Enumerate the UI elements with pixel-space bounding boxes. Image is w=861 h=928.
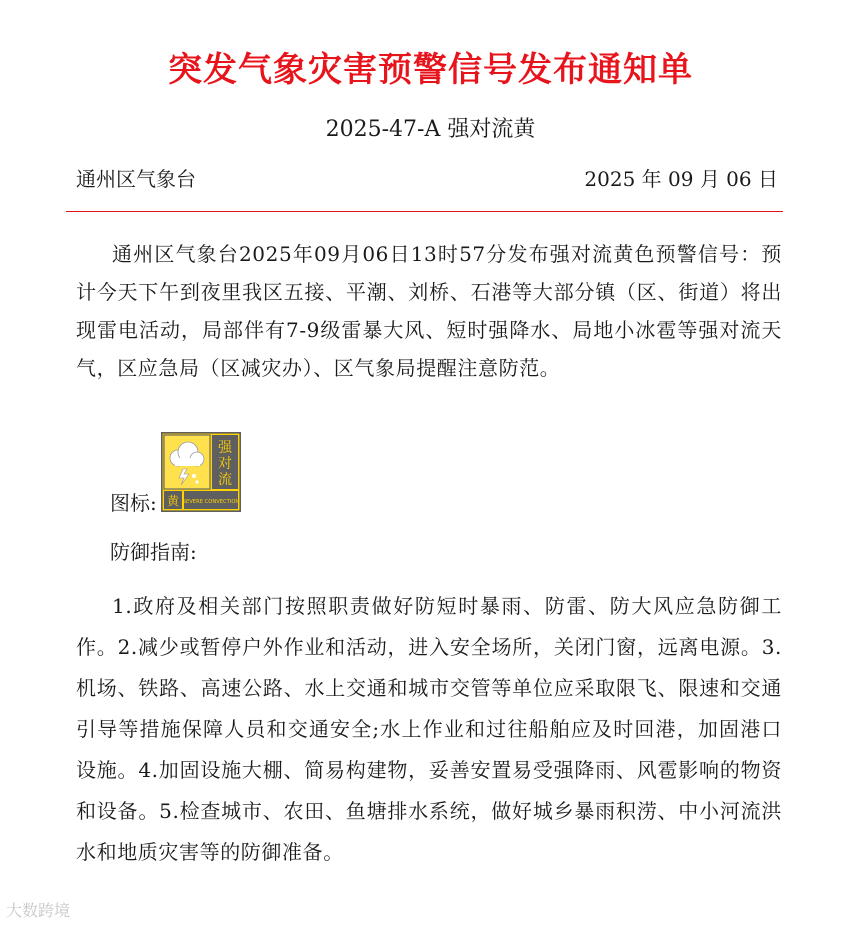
guide-title: 防御指南: <box>110 540 197 564</box>
icon-text-3: 流 <box>217 472 232 488</box>
icon-text-2: 对 <box>217 456 232 472</box>
icon-english-text: SEVERE CONVECTION <box>182 499 240 505</box>
issuer-date-row <box>76 163 778 192</box>
guide-paragraph: 1.政府及相关部门按照职责做好防短时暴雨、防雷、防大风应急防御工作。2.减少或暂停户外作业和活动，进入安全场所，关闭门窗，远离电源。3.机场、铁路、高速公路、水上交通和城市交管等单位应采取限飞、限速和交通引导等措施保障人员和交通安全;水上作业和过往船舶应及时回港，加固港口设施。4.加固设施大棚、简易构建物，妥善安置易受强降雨、风雹影响的物资和设备。5.检查城市、农田、鱼塘排水系统，做好城乡暴雨积涝、中小河流洪水和地质灾害等的防御准备。 <box>76 594 782 864</box>
convective-weather-yellow-warning-icon <box>161 432 241 512</box>
header-divider <box>66 211 783 212</box>
icon-row <box>110 430 241 515</box>
announcement-paragraph: 通州区气象台2025年09月06日13时57分发布强对流黄色预警信号：预计今天下午到夜里我区五接、平潮、刘桥、石港等大部分镇（区、街道）将出现雷电活动，局部伴有7-9级雷暴大风、短时强降水、局地小冰雹等强对流天气，区应急局（区减灾办）、区气象局提醒注意防范。 <box>76 242 782 380</box>
issuer-name: 通州区气象台 <box>76 167 196 191</box>
icon-level-text: 黄 <box>166 494 179 508</box>
icon-label: 图标: <box>110 491 157 515</box>
issue-date: 2025 年 09 月 06 日 <box>584 167 778 191</box>
icon-text-1: 强 <box>217 440 232 456</box>
document-code: 2025-47-A 强对流黄 <box>325 117 536 142</box>
notice-title: 突发气象灾害预警信号发布通知单 <box>168 50 693 90</box>
watermark: 大数跨境 <box>6 901 71 920</box>
